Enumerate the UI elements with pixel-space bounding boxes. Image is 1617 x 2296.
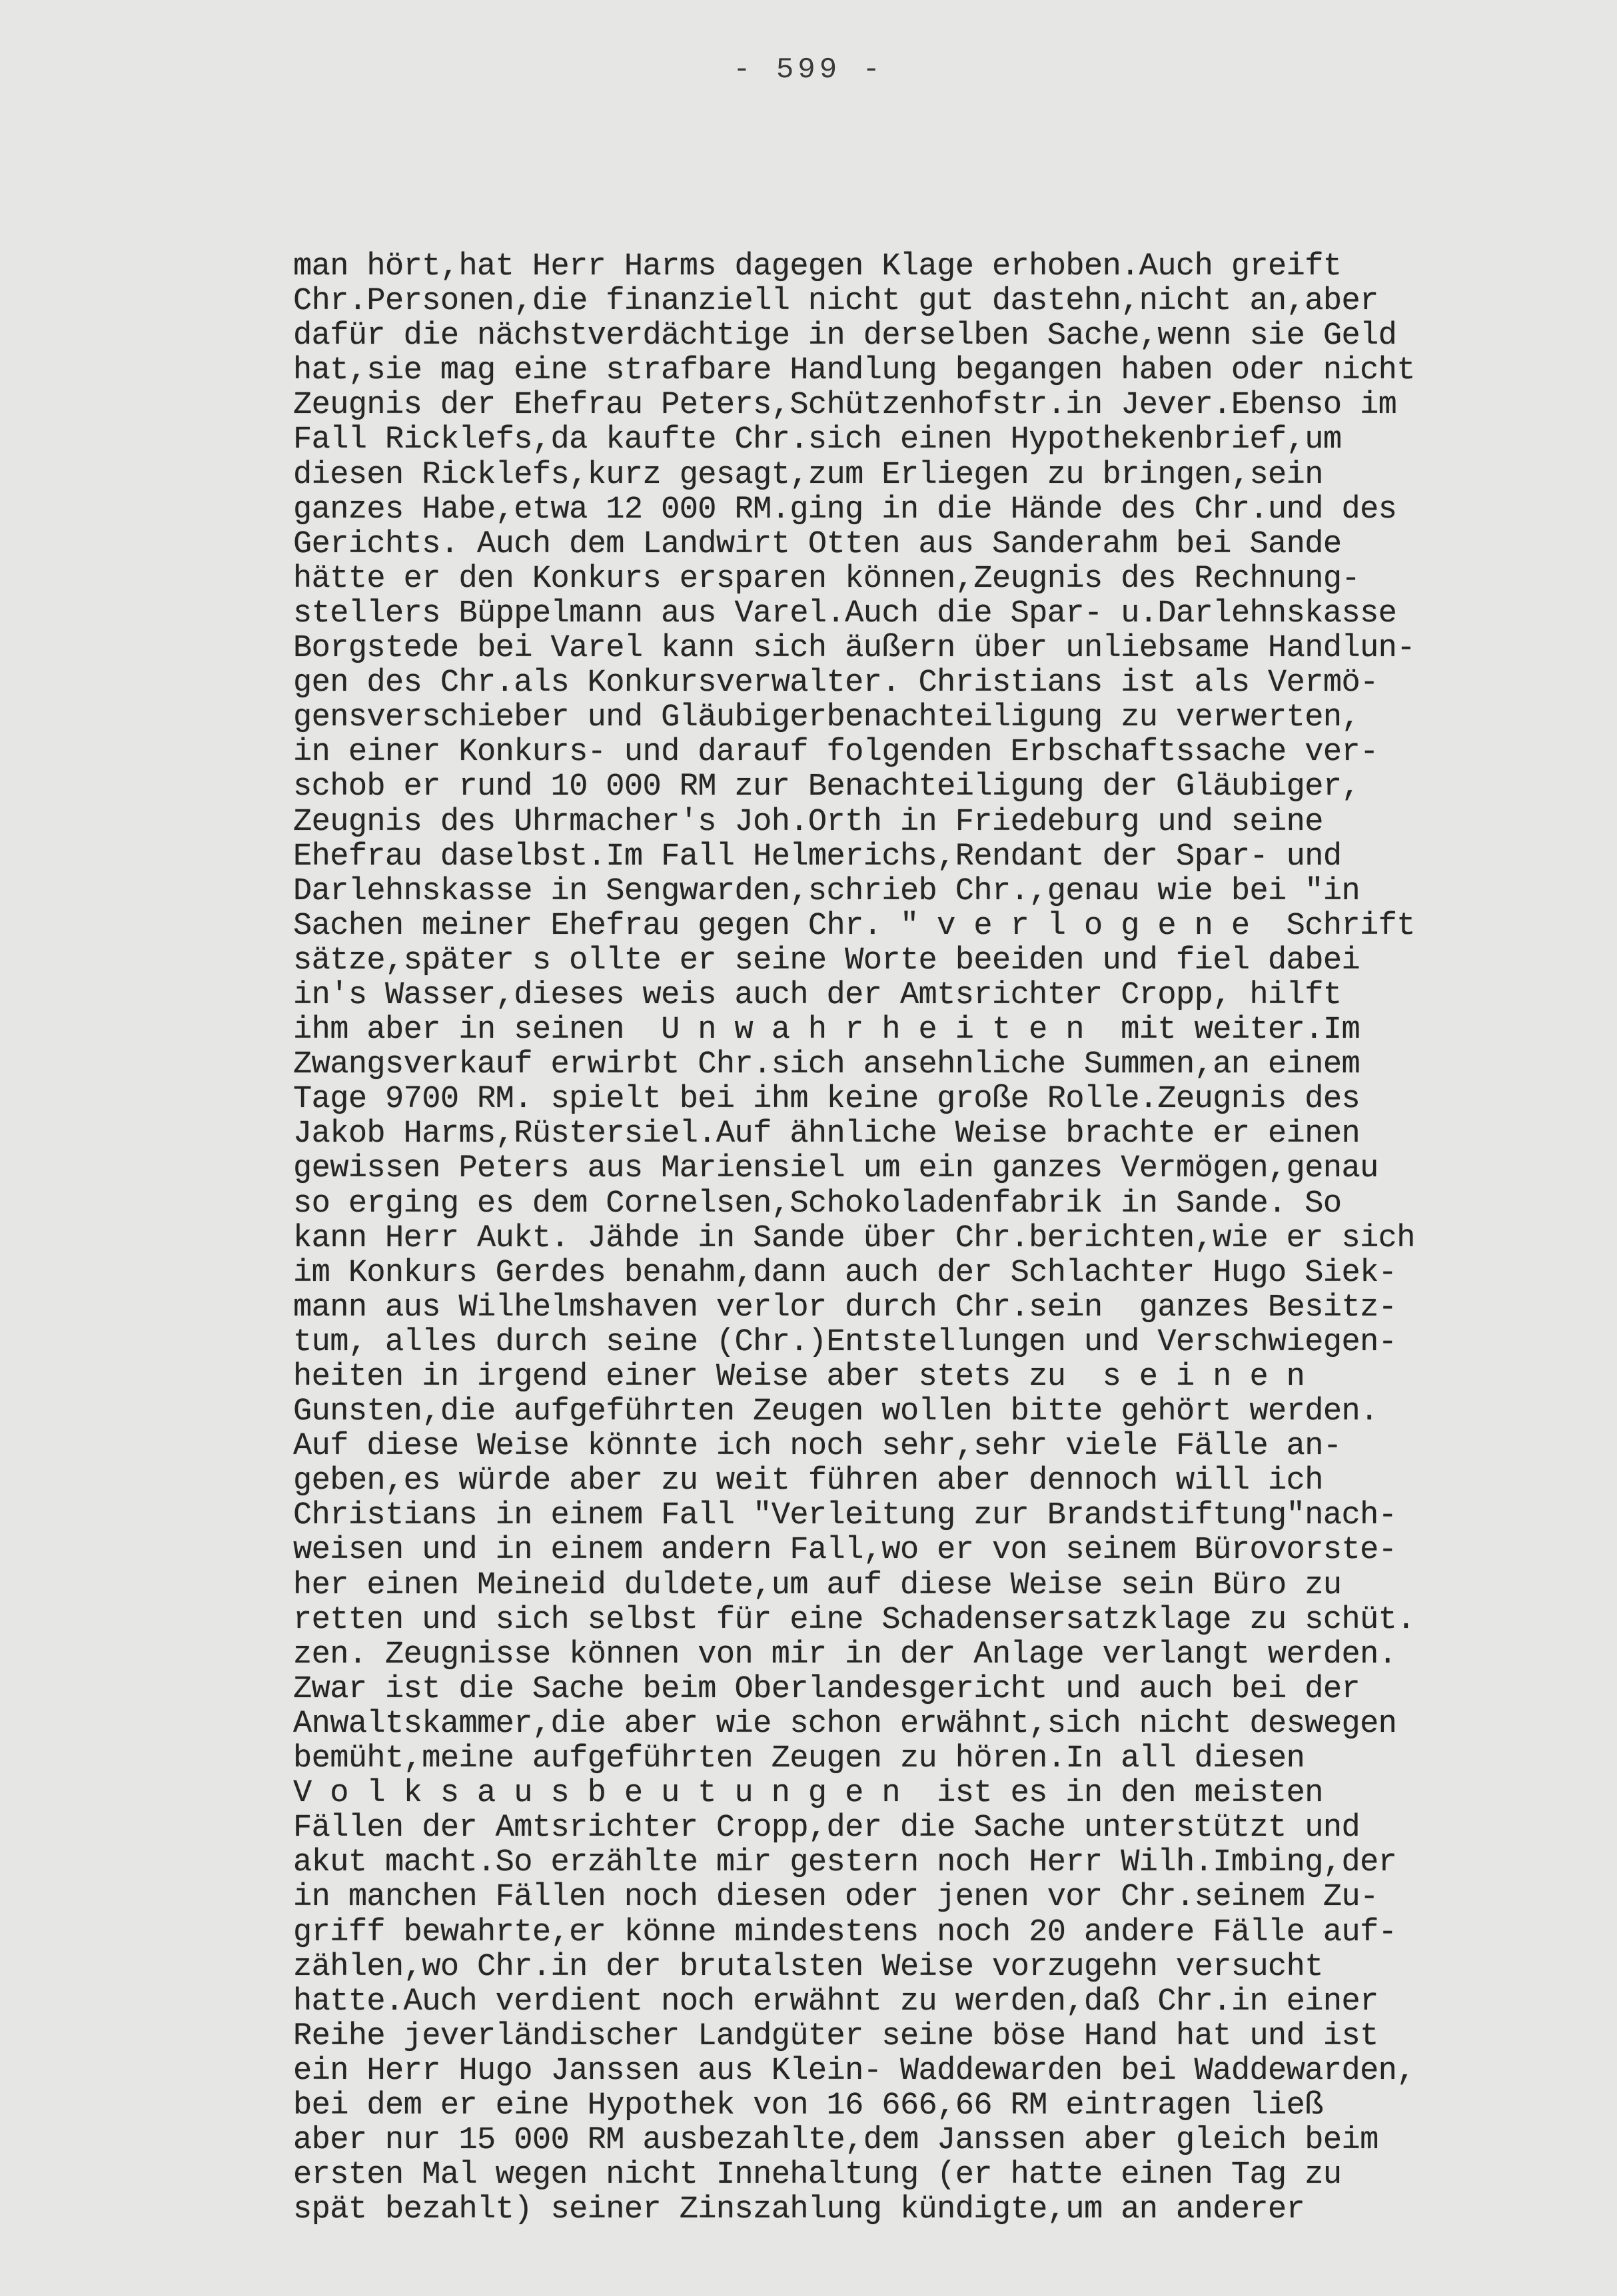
text-line: Anwaltskammer,die aber wie schon erwähnt,sich nicht deswegen <box>293 1707 1397 1742</box>
text-line: kann Herr Aukt. Jähde in Sande über Chr.berichten,wie er sich <box>293 1221 1415 1256</box>
text-line: dafür die nächstverdächtige in derselben Sache,wenn sie Geld <box>293 319 1397 354</box>
text-line: Darlehnskasse in Sengwarden,schrieb Chr.,genau wie bei "in <box>293 874 1360 909</box>
body-text <box>293 250 1559 2227</box>
text-line: retten und sich selbst für eine Schadensersatzklage zu schüt. <box>293 1603 1415 1638</box>
text-line: in's Wasser,dieses weis auch der Amtsrichter Cropp, hilft <box>293 978 1342 1013</box>
text-line: Ehefrau daselbst.Im Fall Helmerichs,Rendant der Spar- und <box>293 839 1342 875</box>
text-line: Christians in einem Fall "Verleitung zur Brandstiftung"nach- <box>293 1499 1397 1534</box>
text-line: mann aus Wilhelmshaven verlor durch Chr.sein ganzes Besitz- <box>293 1290 1397 1326</box>
text-line: akut macht.So erzählte mir gestern noch Herr Wilh.Imbing,der <box>293 1846 1397 1881</box>
text-line: man hört,hat Herr Harms dagegen Klage erhoben.Auch greift <box>293 250 1342 284</box>
text-line: Reihe jeverländischer Landgüter seine böse Hand hat und ist <box>293 2019 1378 2054</box>
text-line: Chr.Personen,die finanziell nicht gut dastehn,nicht an,aber <box>293 284 1378 320</box>
text-line: in einer Konkurs- und darauf folgenden Erbschaftssache ver- <box>293 735 1378 771</box>
text-line: gensverschieber und Gläubigerbenachteiligung zu verwerten, <box>293 701 1360 736</box>
page-number: - 599 - <box>733 53 884 87</box>
text-line: her einen Meineid duldete,um auf diese Weise sein Büro zu <box>293 1568 1342 1603</box>
text-line: im Konkurs Gerdes benahm,dann auch der Schlachter Hugo Siek- <box>293 1256 1397 1291</box>
text-line: so erging es dem Cornelsen,Schokoladenfabrik in Sande. So <box>293 1186 1342 1222</box>
text-line: schob er rund 10 000 RM zur Benachteiligung der Gläubiger, <box>293 770 1360 805</box>
text-line: zen. Zeugnisse können von mir in der Anlage verlangt werden. <box>293 1637 1397 1673</box>
text-line: geben,es würde aber zu weit führen aber dennoch will ich <box>293 1464 1323 1499</box>
text-line: spät bezahlt) seiner Zinszahlung kündigte,um an anderer <box>293 2193 1305 2228</box>
text-line: heiten in irgend einer Weise aber stets zu s e i n e n <box>293 1360 1305 1395</box>
text-line: Sachen meiner Ehefrau gegen Chr. " v e r l o g e n e Schrift <box>293 909 1415 944</box>
text-line: in manchen Fällen noch diesen oder jenen vor Chr.seinem Zu- <box>293 1880 1378 1916</box>
text-line: stellers Büppelmann aus Varel.Auch die Spar- u.Darlehnskasse <box>293 596 1397 631</box>
text-line: zählen,wo Chr.in der brutalsten Weise vorzugehn versucht <box>293 1950 1323 1985</box>
text-line: gen des Chr.als Konkursverwalter. Christians ist als Vermö- <box>293 666 1378 701</box>
text-line: ganzes Habe,etwa 12 000 RM.ging in die Hände des Chr.und des <box>293 492 1397 528</box>
text-line: Gunsten,die aufgeführten Zeugen wollen bitte gehört werden. <box>293 1395 1378 1430</box>
text-line: Zeugnis des Uhrmacher's Joh.Orth in Friedeburg und seine <box>293 805 1323 840</box>
text-line: aber nur 15 000 RM ausbezahlte,dem Janssen aber gleich beim <box>293 2123 1378 2159</box>
text-line: ihm aber in seinen U n w a h r h e i t e n mit weiter.Im <box>293 1013 1360 1048</box>
text-line: Zeugnis der Ehefrau Peters,Schützenhofstr.in Jever.Ebenso im <box>293 388 1397 424</box>
text-line: Fall Ricklefs,da kaufte Chr.sich einen Hypothekenbrief,um <box>293 423 1342 458</box>
text-line: hat,sie mag eine strafbare Handlung begangen haben oder nicht <box>293 354 1415 389</box>
text-line: Borgstede bei Varel kann sich äußern über unliebsame Handlun- <box>293 631 1415 667</box>
text-line: hatte.Auch verdient noch erwähnt zu werden,daß Chr.in einer <box>293 1984 1378 2020</box>
text-line: ersten Mal wegen nicht Innehaltung (er hatte einen Tag zu <box>293 2158 1342 2193</box>
text-line: diesen Ricklefs,kurz gesagt,zum Erliegen zu bringen,sein <box>293 458 1323 493</box>
text-line: Fällen der Amtsrichter Cropp,der die Sache unterstützt und <box>293 1811 1360 1846</box>
text-line: hätte er den Konkurs ersparen können,Zeugnis des Rechnung- <box>293 562 1360 597</box>
text-line: bei dem er eine Hypothek von 16 666,66 RM eintragen ließ <box>293 2088 1323 2123</box>
text-line: Jakob Harms,Rüstersiel.Auf ähnliche Weise brachte er einen <box>293 1117 1360 1152</box>
text-line: Auf diese Weise könnte ich noch sehr,sehr viele Fälle an- <box>293 1429 1342 1465</box>
text-line: sätze,später s ollte er seine Worte beeiden und fiel dabei <box>293 943 1360 978</box>
text-line: gewissen Peters aus Mariensiel um ein ganzes Vermögen,genau <box>293 1152 1378 1187</box>
text-line: Gerichts. Auch dem Landwirt Otten aus Sanderahm bei Sande <box>293 527 1342 562</box>
text-line: griff bewahrte,er könne mindestens noch 20 andere Fälle auf- <box>293 1915 1397 1950</box>
text-line: bemüht,meine aufgeführten Zeugen zu hören.In all diesen <box>293 1742 1305 1777</box>
text-line: V o l k s a u s b e u t u n g e n ist es in den meisten <box>293 1776 1323 1812</box>
text-line: Zwar ist die Sache beim Oberlandesgericht und auch bei der <box>293 1672 1360 1707</box>
text-line: tum, alles durch seine (Chr.)Entstellungen und Verschwiegen- <box>293 1325 1397 1360</box>
text-line: weisen und in einem andern Fall,wo er von seinem Bürovorste- <box>293 1533 1397 1569</box>
text-line: Tage 9700 RM. spielt bei ihm keine große Rolle.Zeugnis des <box>293 1082 1360 1118</box>
text-line: Zwangsverkauf erwirbt Chr.sich ansehnliche Summen,an einem <box>293 1048 1360 1083</box>
text-line: ein Herr Hugo Janssen aus Klein- Waddewarden bei Waddewarden, <box>293 2054 1415 2089</box>
